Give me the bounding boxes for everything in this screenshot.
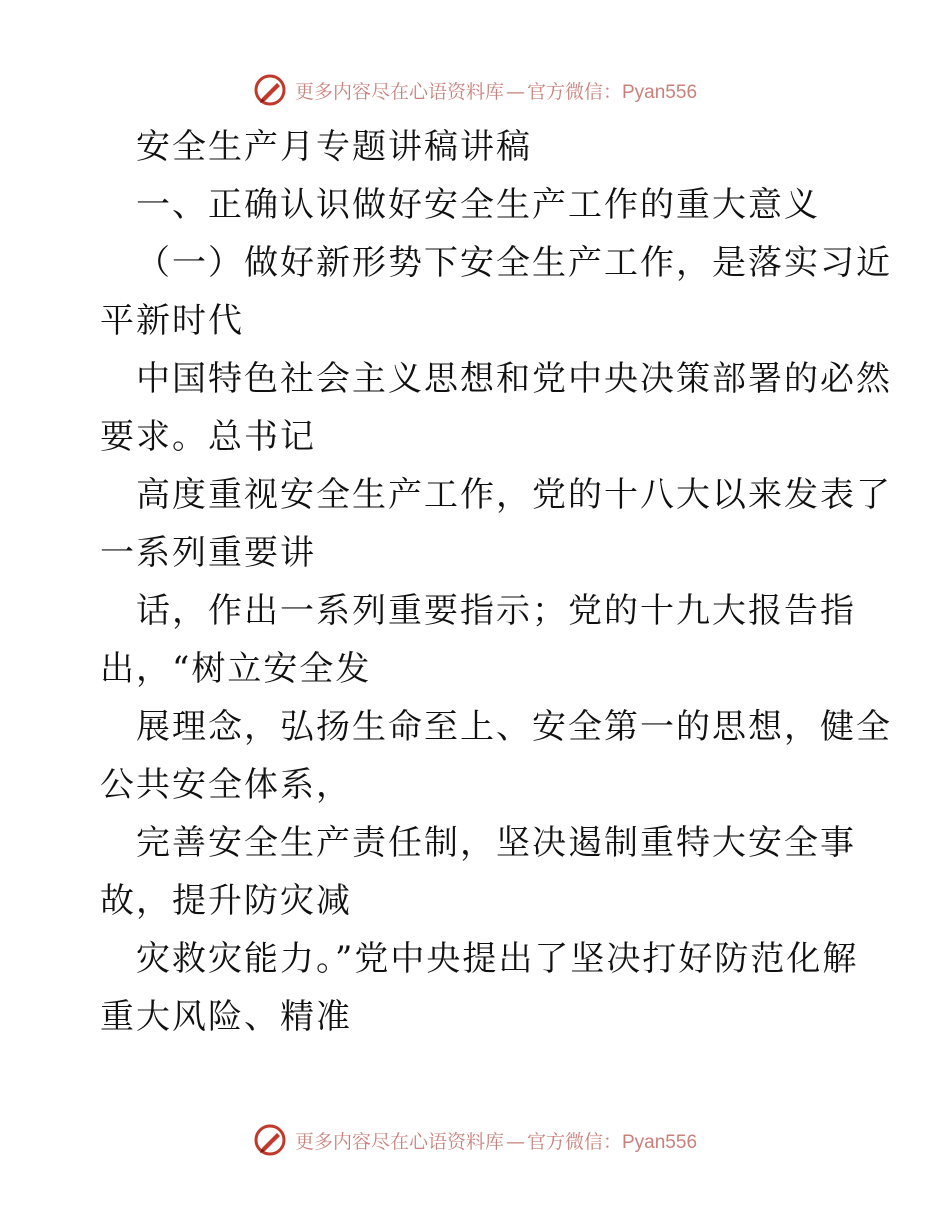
header-sub-text: 官方微信： — [526, 80, 622, 103]
body-line: 要求。总书记 — [100, 417, 316, 457]
header-banner — [0, 70, 950, 110]
body-line: 中国特色社会主义思想和党中央决策部署的必然 — [136, 359, 892, 399]
body-line: 一系列重要讲 — [100, 533, 316, 573]
footer-dash: — — [505, 1130, 525, 1153]
body-line: 灾救灾能力。”党中央提出了坚决打好防范化解 — [136, 939, 859, 979]
footer-sub-text: 官方微信： — [526, 1130, 622, 1153]
section-heading: 一、正确认识做好安全生产工作的重大意义 — [136, 185, 820, 225]
footer-wechat-id: Pyan556 — [622, 1131, 698, 1153]
subsection-heading: （一）做好新形势下安全生产工作，是落实习近 — [136, 243, 892, 283]
header-wechat-id: Pyan556 — [622, 81, 698, 103]
pen-circle-logo-icon — [253, 1123, 287, 1157]
body-line: 高度重视安全生产工作，党的十八大以来发表了 — [136, 475, 892, 515]
footer-banner — [0, 1120, 950, 1160]
pen-circle-logo-icon — [253, 73, 287, 107]
body-line: 展理念，弘扬生命至上、安全第一的思想，健全 — [136, 707, 892, 747]
footer-main-text: 更多内容尽在心语资料库 — [294, 1130, 504, 1153]
body-line: 出，“树立安全发 — [100, 649, 372, 689]
header-text — [295, 77, 697, 104]
body-line: 重大风险、精准 — [100, 997, 352, 1037]
body-line: 公共安全体系， — [100, 765, 352, 805]
document-body — [100, 118, 892, 1046]
doc-title: 安全生产月专题讲稿讲稿 — [136, 127, 532, 167]
header-dash: — — [505, 80, 525, 103]
header-main-text: 更多内容尽在心语资料库 — [294, 80, 504, 103]
body-line: 话，作出一系列重要指示；党的十九大报告指 — [136, 591, 856, 631]
body-line: 完善安全生产责任制，坚决遏制重特大安全事 — [136, 823, 856, 863]
body-line: 故，提升防灾减 — [100, 881, 352, 921]
footer-text — [295, 1127, 697, 1154]
body-line: 平新时代 — [100, 301, 244, 341]
